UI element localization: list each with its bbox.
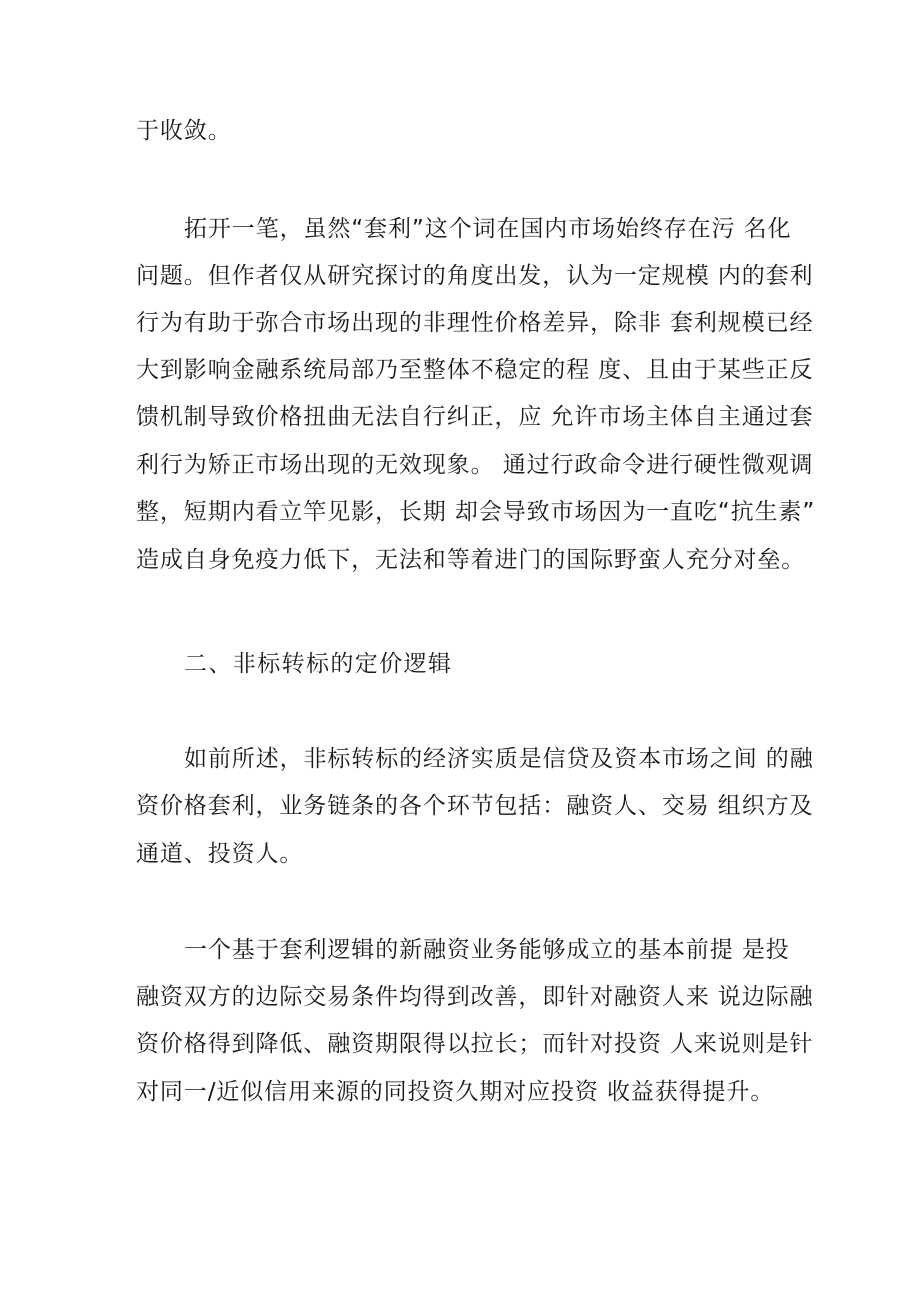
paragraph-line: 问题。但作者仅从研究探讨的角度出发，认为一定规模 内的套利 [136, 263, 814, 289]
paragraph-line: 馈机制导致价格扭曲无法自行纠正，应 允许市场主体自主通过套 [136, 404, 814, 430]
paragraph-line: 整，短期内看立竿见影，长期 却会导致市场因为一直吃“抗生素” [136, 499, 816, 525]
paragraph-line: 利行为矫正市场出现的无效现象。 通过行政命令进行硬性微观调 [136, 452, 814, 478]
paragraph-line: 通道、投资人。 [136, 841, 304, 867]
paragraph-line: 资价格套利，业务链条的各个环节包括：融资人、交易 组织方及 [136, 793, 814, 819]
paragraph-line: 一个基于套利逻辑的新融资业务能够成立的基本前提 是投 [184, 937, 790, 963]
paragraph-line: 造成自身免疫力低下，无法和等着进门的国际野蛮人充分对垒。 [136, 547, 806, 573]
paragraph-line: 拓开一笔，虽然“套利”这个词在国内市场始终存在污 名化 [184, 216, 792, 242]
paragraph-line: 大到影响金融系统局部乃至整体不稳定的程 度、且由于某些正反 [136, 357, 814, 383]
paragraph-line: 资价格得到降低、融资期限得以拉长；而针对投资 人来说则是针 [136, 1031, 814, 1057]
paragraph-line: 行为有助于弥合市场出现的非理性价格差异，除非 套利规模已经 [136, 310, 814, 336]
paragraph-line: 对同一/近似信用来源的同投资久期对应投资 收益获得提升。 [136, 1079, 775, 1105]
paragraph-line: 如前所述，非标转标的经济实质是信贷及资本市场之间 的融 [184, 746, 814, 772]
paragraph-line: 融资双方的边际交易条件均得到改善，即针对融资人来 说边际融 [136, 984, 814, 1010]
section-heading: 二、非标转标的定价逻辑 [184, 651, 453, 677]
continuation-line: 于收敛。 [136, 118, 232, 144]
